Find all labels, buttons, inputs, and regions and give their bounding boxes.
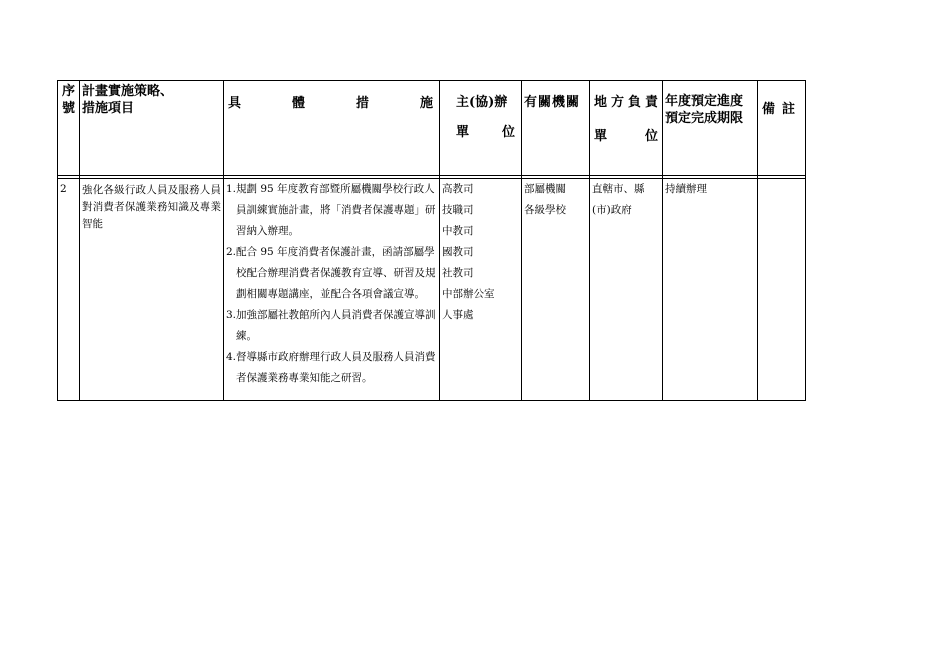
related-agency: 部屬機關 — [524, 183, 566, 195]
cell-strategy: 強化各級行政人員及服務人員對消費者保護業務知識及專業智能 — [80, 179, 224, 401]
measure-item — [226, 179, 437, 242]
cell-no: 2 — [58, 179, 80, 401]
lead-unit: 中部辦公室 — [442, 288, 495, 300]
header-lead-unit-char2: 位 — [501, 125, 515, 140]
header-local-unit-char3: 負 — [627, 95, 641, 110]
header-local-unit — [590, 81, 663, 176]
header-related-agency — [522, 81, 590, 176]
header-no-line2: 號 — [61, 101, 75, 116]
header-local-unit-char4: 責 — [644, 95, 658, 110]
lead-unit: 技職司 — [442, 204, 474, 216]
header-local-unit-char5: 單 — [594, 129, 608, 144]
header-local-unit-char2: 方 — [610, 95, 624, 110]
measure-text: 加強部屬社教館所內人員消費者保護宣導訓練。 — [236, 309, 436, 342]
header-lead-unit-line1: 主(協)辦 — [456, 95, 508, 110]
lead-unit: 高教司 — [442, 183, 474, 195]
header-measures — [224, 81, 440, 176]
header-note — [758, 81, 806, 176]
plan-table — [57, 80, 806, 401]
header-row — [58, 81, 806, 176]
cell-local-units — [590, 179, 663, 401]
header-local-unit-char6: 位 — [644, 129, 658, 144]
header-schedule — [663, 81, 758, 176]
measure-text: 規劃 95 年度教育部暨所屬機關學校行政人員訓練實施計畫，將「消費者保護專題」研習納入辦理。 — [236, 183, 436, 237]
header-strategy — [80, 81, 224, 176]
table-row — [58, 179, 806, 401]
lead-unit: 社教司 — [442, 267, 474, 279]
cell-related-agencies — [522, 179, 590, 401]
header-schedule-line1: 年度預定進度 — [665, 94, 744, 109]
local-unit: (市)政府 — [592, 204, 632, 216]
cell-lead-units — [440, 179, 522, 401]
header-note-char2: 註 — [781, 102, 795, 117]
header-measures-char2: 體 — [291, 96, 305, 111]
header-note-char1: 備 — [762, 102, 776, 117]
measure-number: 2. — [226, 246, 237, 258]
header-lead-unit — [440, 81, 522, 176]
measure-text: 督導縣市政府辦理行政人員及服務人員消費者保護業務專業知能之研習。 — [236, 351, 436, 384]
cell-note — [758, 179, 806, 401]
header-lead-unit-char1: 單 — [456, 125, 470, 140]
header-local-unit-char1: 地 — [594, 95, 608, 110]
measure-number: 3. — [226, 309, 237, 321]
header-schedule-line2: 預定完成期限 — [665, 111, 744, 126]
lead-unit: 國教司 — [442, 246, 474, 258]
cell-schedule: 持續辦理 — [663, 179, 758, 401]
lead-unit: 中教司 — [442, 225, 474, 237]
header-measures-char3: 措 — [355, 96, 369, 111]
header-related-agency-label: 有關機關 — [524, 95, 581, 110]
measure-item — [226, 305, 437, 347]
measure-text: 配合 95 年度消費者保護計畫，函請部屬學校配合辦理消費者保護教育宣導、研習及規劃相關專題講座，並配合各項會議宣導。 — [236, 246, 436, 300]
header-no — [58, 81, 80, 176]
measure-number: 4. — [226, 351, 237, 363]
lead-unit: 人事處 — [442, 309, 474, 321]
header-measures-char4: 施 — [419, 96, 433, 111]
header-no-line1: 序 — [61, 84, 75, 99]
header-strategy-line2: 措施項目 — [82, 101, 135, 116]
measure-number: 1. — [226, 183, 237, 195]
header-measures-char1: 具 — [228, 96, 242, 111]
cell-measures — [224, 179, 440, 401]
header-strategy-line1: 計畫實施策略、 — [82, 84, 174, 99]
measure-item — [226, 242, 437, 305]
local-unit: 直轄市、縣 — [592, 183, 645, 195]
related-agency: 各級學校 — [524, 204, 566, 216]
measure-item — [226, 347, 437, 389]
